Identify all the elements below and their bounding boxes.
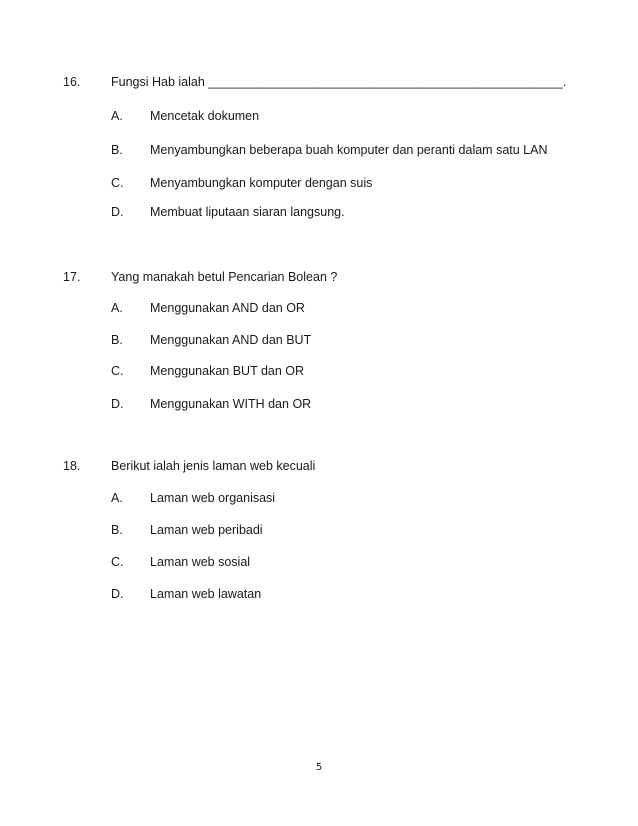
option-letter: B.: [111, 333, 123, 347]
option-letter: D.: [111, 587, 124, 601]
question-number: 18.: [63, 459, 81, 473]
question-text: Berikut ialah jenis laman web kecuali: [111, 459, 316, 473]
option-letter: B.: [111, 523, 123, 537]
question-text: Yang manakah betul Pencarian Bolean ?: [111, 270, 338, 284]
option-text: Laman web sosial: [150, 555, 251, 569]
option-text: Menggunakan WITH dan OR: [150, 397, 312, 411]
option-letter: B.: [111, 143, 123, 157]
option-letter: D.: [111, 205, 124, 219]
page-number: 5: [315, 762, 323, 773]
option-text: Menggunakan BUT dan OR: [150, 364, 305, 378]
option-text: Membuat liputaan siaran langsung.: [150, 205, 345, 219]
option-text: Menggunakan AND dan OR: [150, 301, 305, 315]
question-number: 16.: [63, 75, 81, 89]
option-text: Menyambungkan komputer dengan suis: [150, 176, 373, 190]
option-text: Menyambungkan beberapa buah komputer dan peranti dalam satu LAN: [150, 143, 548, 157]
question-number: 17.: [63, 270, 81, 284]
option-letter: C.: [111, 364, 124, 378]
option-letter: D.: [111, 397, 124, 411]
option-letter: A.: [111, 301, 123, 315]
option-letter: A.: [111, 109, 123, 123]
option-letter: C.: [111, 555, 124, 569]
option-text: Laman web peribadi: [150, 523, 263, 537]
option-text: Mencetak dokumen: [150, 109, 260, 123]
option-letter: C.: [111, 176, 124, 190]
option-text: Laman web organisasi: [150, 491, 276, 505]
option-letter: A.: [111, 491, 123, 505]
question-text: Fungsi Hab ialah ___________________________________________________.: [111, 75, 567, 89]
option-text: Menggunakan AND dan BUT: [150, 333, 312, 347]
option-text: Laman web lawatan: [150, 587, 262, 601]
